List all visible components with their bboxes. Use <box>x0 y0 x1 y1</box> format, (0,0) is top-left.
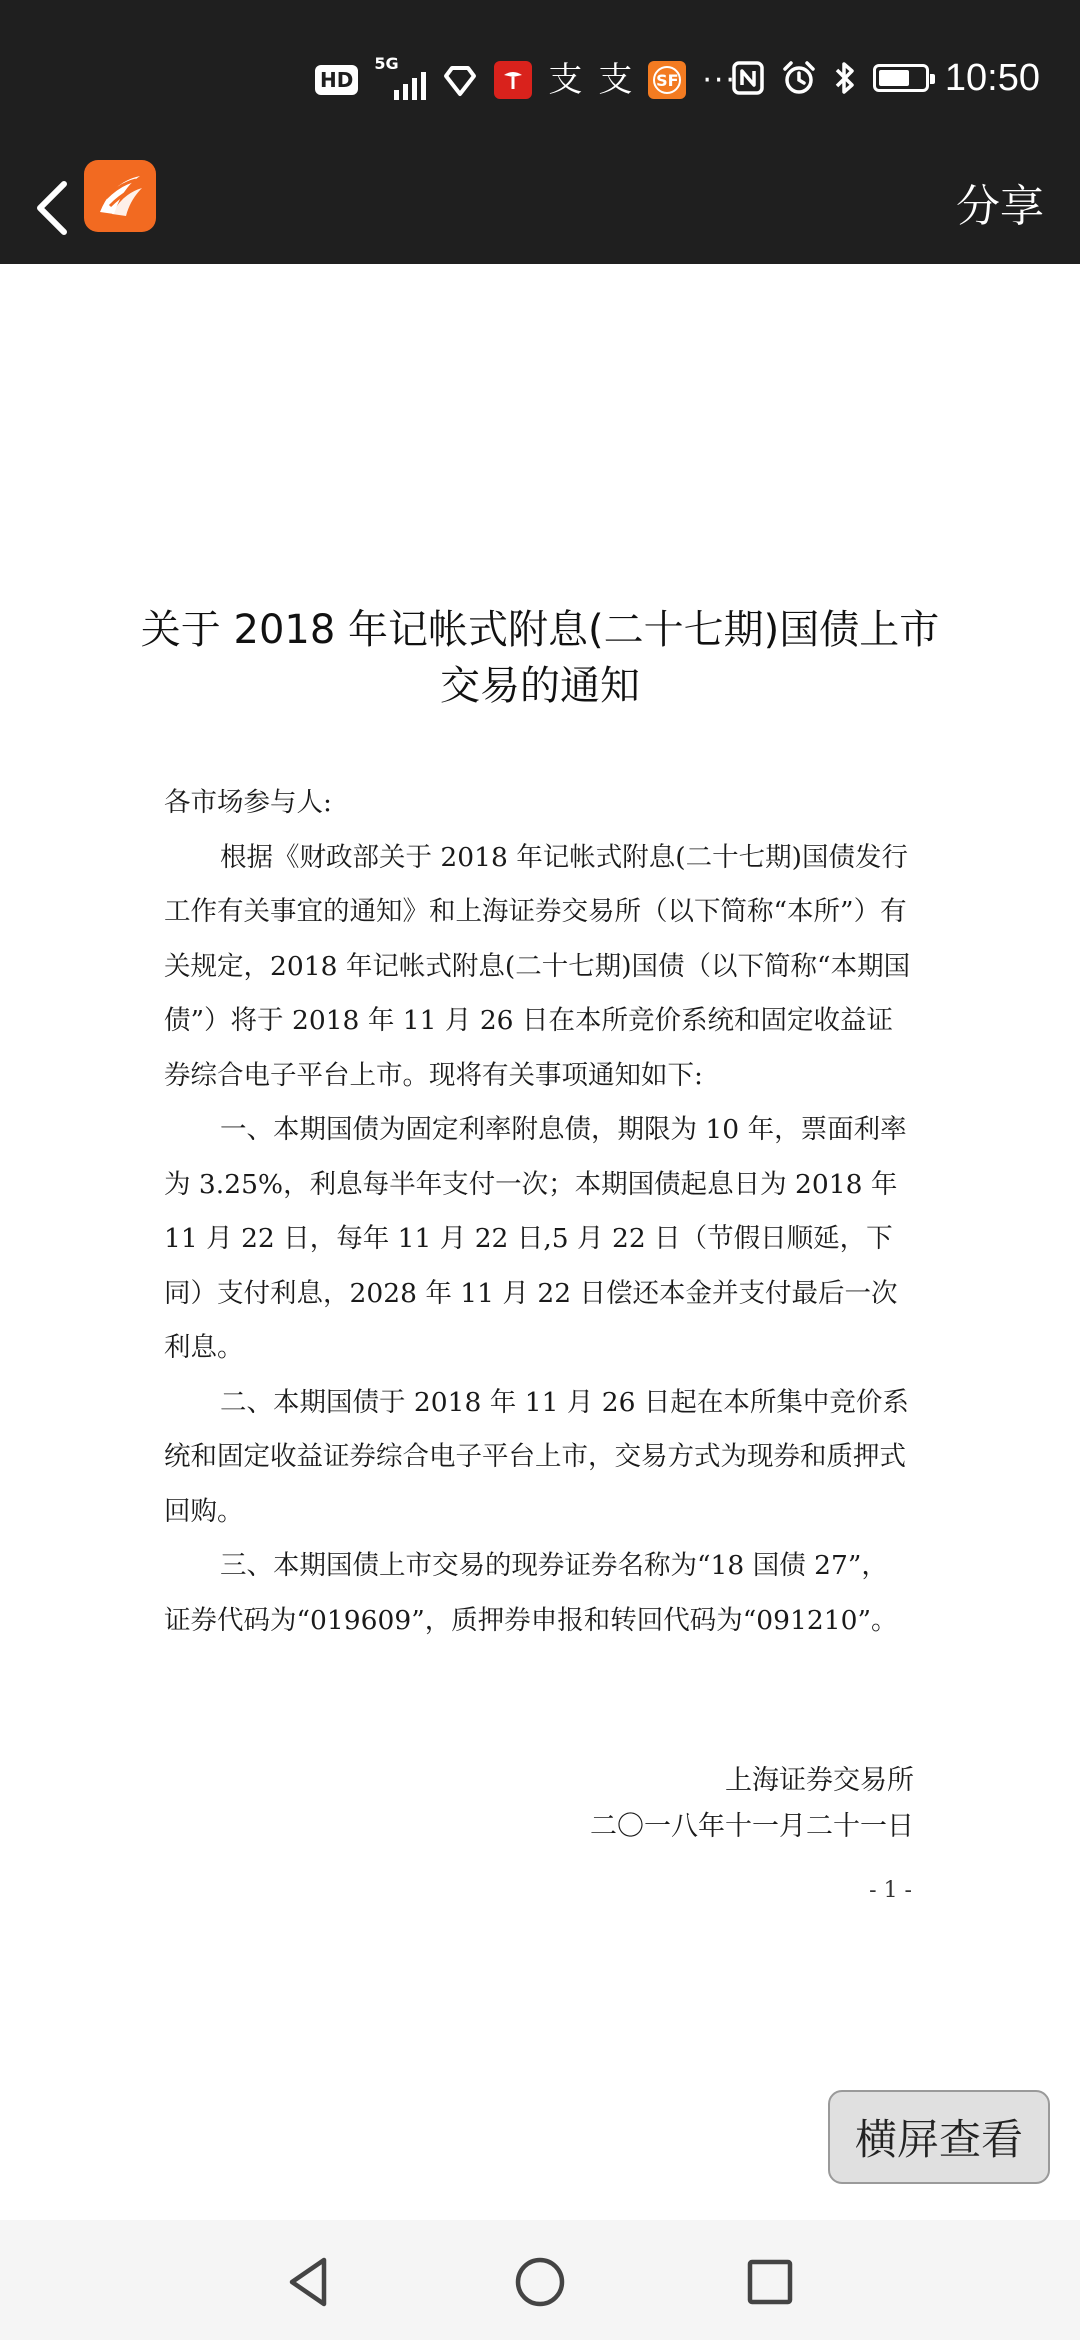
hd-icon: HD <box>315 65 358 95</box>
title-line-1: 关于 2018 年记帐式附息(二十七期)国债上市 <box>140 607 940 653</box>
network-type-label: 5G <box>374 54 399 73</box>
page-number: - 1 - <box>869 1878 912 1903</box>
document-title <box>120 602 960 714</box>
sf-label: SF <box>653 66 681 94</box>
clock: 10:50 <box>944 56 1040 99</box>
document-body <box>164 776 914 1648</box>
battery-icon <box>873 64 929 92</box>
signal-icon <box>374 54 426 100</box>
alipay-icon: 支 <box>598 60 633 100</box>
share-button[interactable]: 分享 <box>956 181 1044 232</box>
alarm-icon <box>781 60 817 96</box>
alipay-icon: 支 <box>548 60 583 100</box>
chevron-left-icon <box>32 178 72 238</box>
paragraph-item-3: 三、本期国债上市交易的现券证券名称为“18 国债 27”，证券代码为“019609”，质押券申报和转回代码为“091210”。 <box>164 1550 898 1636</box>
nav-home-button[interactable] <box>504 2246 576 2318</box>
diamond-app-icon <box>442 62 478 98</box>
paragraph-intro: 根据《财政部关于 2018 年记帐式附息(二十七期)国债发行工作有关事宜的通知》和上海证券交易所（以下简称“本所”）有关规定，2018 年记帐式附息(二十七期)国债（以下简称“本期国债”）将于 2018 年 11 月 26 日在本所竞价系统和固定收益证券综合电子平台上市。现将有关事项通知如下: <box>164 841 911 1091</box>
wing-logo-icon <box>92 168 148 224</box>
title-line-2: 交易的通知 <box>440 663 640 709</box>
more-notifications-icon: ··· <box>702 62 737 98</box>
issue-date: 二〇一八年十一月二十一日 <box>590 1811 914 1842</box>
issuer-name: 上海证券交易所 <box>725 1765 914 1796</box>
status-icons-right <box>731 52 1040 104</box>
app-logo <box>84 160 156 232</box>
triangle-back-icon <box>284 2255 332 2309</box>
bluetooth-icon <box>833 59 857 97</box>
nav-recents-button[interactable] <box>734 2246 806 2318</box>
paragraph-item-1: 一、本期国债为固定利率附息债，期限为 10 年，票面利率为 3.25%，利息每半年支付一次；本期国债起息日为 2018 年 11 月 22 日，每年 11 月 22 日,5 月 22 日（节假日顺延，下同）支付利息，2028 年 11 月 22 日偿还本金并支付最后一次利息。 <box>164 1114 907 1363</box>
status-bar <box>0 0 1080 156</box>
document-page <box>0 264 1080 2220</box>
navigation-bar <box>0 2220 1080 2340</box>
signoff <box>590 1758 914 1850</box>
square-recents-icon <box>745 2257 795 2307</box>
sf-express-icon <box>648 61 686 99</box>
landscape-view-button[interactable]: 横屏查看 <box>828 2090 1050 2184</box>
circle-home-icon <box>513 2255 567 2309</box>
salutation: 各市场参与人: <box>164 787 332 818</box>
nfc-icon <box>731 60 765 96</box>
nav-back-button[interactable] <box>272 2246 344 2318</box>
status-icons-left <box>315 56 737 104</box>
paragraph-item-2: 二、本期国债于 2018 年 11 月 26 日起在本所集中竞价系统和固定收益证券综合电子平台上市，交易方式为现券和质押式回购。 <box>164 1386 909 1527</box>
app-header <box>0 156 1080 264</box>
red-app-icon <box>494 61 532 99</box>
back-button[interactable] <box>24 168 80 248</box>
